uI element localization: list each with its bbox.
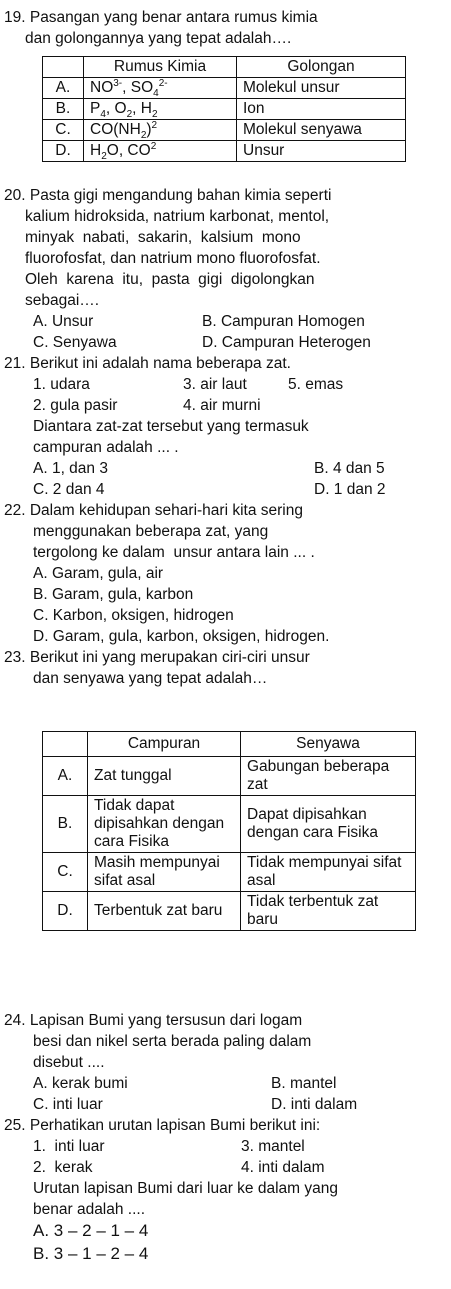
- q23-row-label: D.: [43, 892, 88, 931]
- q19-row-label: D.: [43, 141, 84, 162]
- q20-option-d: D. Campuran Heterogen: [202, 334, 371, 351]
- q24-line3: disebut ....: [33, 1054, 105, 1071]
- q24-option-c: C. inti luar: [33, 1096, 103, 1113]
- q23-campuran: Zat tunggal: [88, 757, 241, 796]
- q21-option-b: B. 4 dan 5: [314, 460, 385, 477]
- q19-row-a: [43, 78, 406, 99]
- q20-option-a: A. Unsur: [33, 313, 94, 330]
- q23-table: [42, 731, 416, 931]
- q23-header-blank: [43, 732, 88, 757]
- q20-line4: fluorofosfat, dan natrium mono fluorofosfat.: [25, 250, 321, 267]
- q22-line1: 22. Dalam kehidupan sehari-hari kita sering: [4, 502, 303, 519]
- q22-option-d: D. Garam, gula, karbon, oksigen, hidrogen.: [33, 628, 330, 645]
- q24-option-d: D. inti dalam: [271, 1096, 358, 1113]
- q21-item-4: 4. air murni: [183, 397, 261, 414]
- q23-row-label: C.: [43, 853, 88, 892]
- q20-line5: Oleh karena itu, pasta gigi digolongkan: [25, 271, 315, 288]
- q25-line1: 25. Perhatikan urutan lapisan Bumi berikut ini:: [4, 1117, 321, 1134]
- q21-line1: 21. Berikut ini adalah nama beberapa zat.: [4, 355, 291, 372]
- q24-option-a: A. kerak bumi: [33, 1075, 128, 1092]
- q19-formula: $H_2O$, $CO^2$: [84, 141, 237, 162]
- q24-option-b: B. mantel: [271, 1075, 337, 1092]
- q23-campuran: Terbentuk zat baru: [88, 892, 241, 931]
- q19-row-label: C.: [43, 120, 84, 141]
- q21-item-2: 2. gula pasir: [33, 397, 118, 414]
- q22-option-a: A. Garam, gula, air: [33, 565, 164, 582]
- q19-line1: 19. Pasangan yang benar antara rumus kimia: [4, 9, 318, 26]
- q25-item-3: 3. mantel: [241, 1138, 305, 1155]
- q23-header-senyawa: Senyawa: [241, 732, 416, 757]
- q25-line2: Urutan lapisan Bumi dari luar ke dalam yang: [33, 1180, 338, 1197]
- q22-line2: menggunakan beberapa zat, yang: [33, 523, 269, 540]
- q22-option-b: B. Garam, gula, karbon: [33, 586, 194, 603]
- q23-line1: 23. Berikut ini yang merupakan ciri-ciri unsur: [4, 649, 310, 666]
- q24-line1: 24. Lapisan Bumi yang tersusun dari logam: [4, 1012, 303, 1029]
- q25-item-2: 2. kerak: [33, 1159, 93, 1176]
- q20-line1: 20. Pasta gigi mengandung bahan kimia seperti: [4, 187, 332, 204]
- q25-item-1: 1. inti luar: [33, 1138, 105, 1155]
- q23-row-a: [43, 757, 416, 796]
- q24-line2: besi dan nikel serta berada paling dalam: [33, 1033, 312, 1050]
- q23-senyawa: Dapat dipisahkan dengan cara Fisika: [241, 796, 416, 853]
- q23-line2: dan senyawa yang tepat adalah…: [33, 670, 268, 687]
- q21-option-c: C. 2 dan 4: [33, 481, 105, 498]
- q23-row-d: [43, 892, 416, 931]
- q21-item-5: 5. emas: [288, 376, 344, 393]
- q19-formula: $NO^{3-}$, $SO_4^{2-}$: [84, 78, 237, 99]
- q23-senyawa: Tidak terbentuk zat baru: [241, 892, 416, 931]
- q19-group: Ion: [237, 99, 406, 120]
- q19-group: Unsur: [237, 141, 406, 162]
- q19-row-label: A.: [43, 78, 84, 99]
- q19-group: Molekul senyawa: [237, 120, 406, 141]
- q23-row-label: B.: [43, 796, 88, 853]
- q23-header-campuran: Campuran: [88, 732, 241, 757]
- q21-line2: Diantara zat-zat tersebut yang termasuk: [33, 418, 309, 435]
- q19-table: [42, 56, 406, 162]
- q21-item-1: 1. udara: [33, 376, 90, 393]
- q20-line3: minyak nabati, sakarin, kalsium mono: [25, 229, 301, 246]
- q23-row-b: [43, 796, 416, 853]
- q21-item-3: 3. air laut: [183, 376, 247, 393]
- q22-option-c: C. Karbon, oksigen, hidrogen: [33, 607, 234, 624]
- q21-line3: campuran adalah ... .: [33, 439, 179, 456]
- q19-line2: dan golongannya yang tepat adalah….: [25, 30, 292, 47]
- q22-line3: tergolong ke dalam unsur antara lain ... .: [33, 544, 315, 561]
- q25-item-4: 4. inti dalam: [241, 1159, 325, 1176]
- q20-option-c: C. Senyawa: [33, 334, 117, 351]
- q23-campuran: Tidak dapat dipisahkan dengan cara Fisika: [88, 796, 241, 853]
- q21-option-d: D. 1 dan 2: [314, 481, 386, 498]
- q25-option-b: B. 3 – 1 – 2 – 4: [33, 1244, 149, 1263]
- q23-campuran: Masih mempunyai sifat asal: [88, 853, 241, 892]
- q23-row-label: A.: [43, 757, 88, 796]
- q19-formula: $CO(NH_2)^2$: [84, 120, 237, 141]
- q19-row-label: B.: [43, 99, 84, 120]
- q25-option-a: A. 3 – 2 – 1 – 4: [33, 1221, 149, 1240]
- q20-line2: kalium hidroksida, natrium karbonat, mentol,: [25, 208, 330, 225]
- q25-line3: benar adalah ....: [33, 1201, 146, 1218]
- q21-option-a: A. 1, dan 3: [33, 460, 108, 477]
- q19-row-b: [43, 99, 406, 120]
- q19-formula: $P_4$, $O_2$, $H_2$: [84, 99, 237, 120]
- q20-line6: sebagai….: [25, 292, 100, 309]
- q19-header-group: Golongan: [237, 57, 406, 78]
- q19-row-c: [43, 120, 406, 141]
- q20-option-b: B. Campuran Homogen: [202, 313, 365, 330]
- q19-row-d: [43, 141, 406, 162]
- q23-row-c: [43, 853, 416, 892]
- q19-header-blank: [43, 57, 84, 78]
- q23-senyawa: Tidak mempunyai sifat asal: [241, 853, 416, 892]
- q19-header-formula: Rumus Kimia: [84, 57, 237, 78]
- q19-group: Molekul unsur: [237, 78, 406, 99]
- q23-senyawa: Gabungan beberapa zat: [241, 757, 416, 796]
